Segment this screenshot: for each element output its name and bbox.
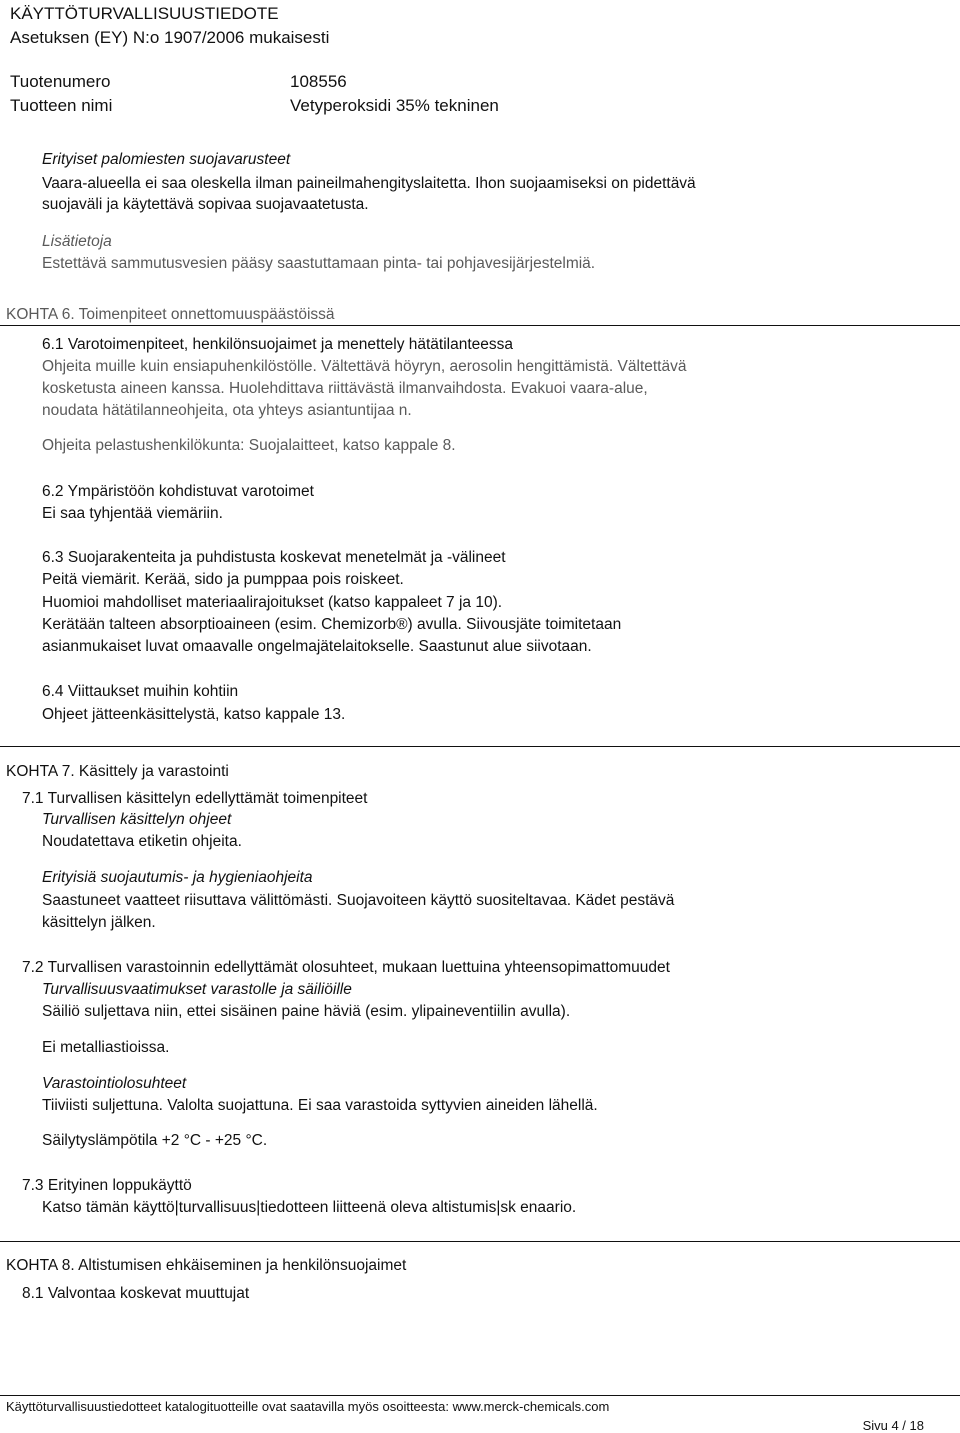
paragraph-line: Katso tämän käyttö|turvallisuus|tiedotteen liitteenä oleva altistumis|sk enaario. — [42, 1199, 577, 1216]
paragraph-line: Ei saa tyhjentää viemäriin. — [42, 505, 223, 522]
paragraph-line: Saastuneet vaatteet riisuttava välittömästi. Suojavoiteen käyttö suositeltavaa. Kädet pestävä — [42, 892, 675, 909]
paragraph-line: kosketusta aineen kanssa. Huolehdittava riittävästä ilmanvaihdosta. Evakuoi vaara-alue, — [42, 380, 648, 397]
paragraph-line: Ohjeita pelastushenkilökunta: Suojalaitteet, katso kappale 8. — [42, 437, 456, 454]
subsection-7-1-heading: 7.1 Turvallisen käsittelyn edellyttämät toimenpiteet — [22, 790, 368, 807]
firefighter-text-line: Vaara-alueella ei saa oleskella ilman paineilmahengityslaitetta. Ihon suojaamiseksi on pidettävä — [42, 175, 696, 192]
paragraph-line: asianmukaiset luvat omaavalle ongelmajätelaitokselle. Saastunut alue siivotaan. — [42, 638, 592, 655]
paragraph-line: käsittelyn jälken. — [42, 914, 156, 931]
paragraph-line: Kerätään talteen absorptioaineen (esim. Chemizorb®) avulla. Siivousjäte toimitetaan — [42, 616, 622, 633]
subsection-6-1-heading: 6.1 Varotoimenpiteet, henkilönsuojaimet ja menettely hätätilanteessa — [42, 336, 514, 353]
footer-divider — [0, 1395, 960, 1396]
subheading: Erityisiä suojautumis- ja hygieniaohjeita — [42, 869, 313, 886]
paragraph-line: Säiliö suljettava niin, ettei sisäinen paine häviä (esim. ylipaineventiilin avulla). — [42, 1003, 571, 1020]
paragraph-line: noudata hätätilanneohjeita, ota yhteys asiantuntijaa n. — [42, 402, 412, 419]
further-info-heading: Lisätietoja — [42, 233, 112, 250]
section-divider — [0, 746, 960, 747]
paragraph-line: Ohjeita muille kuin ensiapuhenkilöstölle. Vältettävä höyryn, aerosolin hengittämistä. Vältettävä — [42, 358, 687, 375]
product-name-label: Tuotteen nimi — [10, 96, 113, 115]
document-title: KÄYTTÖTURVALLISUUSTIEDOTE — [10, 4, 279, 23]
firefighter-text-line: suojaväli ja käytettävä sopivaa suojavaatetusta. — [42, 196, 369, 213]
paragraph-line: Huomioi mahdolliset materiaalirajoitukset (katso kappaleet 7 ja 10). — [42, 594, 503, 611]
paragraph-line: Tiiviisti suljettuna. Valolta suojattuna. Ei saa varastoida syttyvien aineiden lähellä. — [42, 1097, 598, 1114]
section-divider — [0, 325, 960, 326]
regulation-line: Asetuksen (EY) N:o 1907/2006 mukaisesti — [10, 28, 330, 47]
subsection-6-3-heading: 6.3 Suojarakenteita ja puhdistusta koskevat menetelmät ja -välineet — [42, 549, 506, 566]
page-number: Sivu 4 / 18 — [862, 1418, 924, 1433]
paragraph-line: Säilytyslämpötila +2 °C - +25 °C. — [42, 1132, 268, 1149]
further-info-text: Estettävä sammutusvesien pääsy saastuttamaan pinta- tai pohjavesijärjestelmiä. — [42, 255, 596, 272]
footer-note: Käyttöturvallisuustiedotteet katalogituotteille ovat saatavilla myös osoitteesta: www.merck-chemicals.com — [6, 1399, 610, 1414]
subsection-7-2-heading: 7.2 Turvallisen varastoinnin edellyttämät olosuhteet, mukaan luettuina yhteensopimattomuudet — [22, 959, 670, 976]
paragraph-line: Ei metalliastioissa. — [42, 1039, 170, 1056]
subsection-7-3-heading: 7.3 Erityinen loppukäyttö — [22, 1177, 192, 1194]
section-7-title: KOHTA 7. Käsittely ja varastointi — [6, 763, 229, 780]
section-8-title: KOHTA 8. Altistumisen ehkäiseminen ja henkilönsuojaimet — [6, 1257, 407, 1274]
paragraph-line: Noudatettava etiketin ohjeita. — [42, 833, 242, 850]
subheading: Varastointiolosuhteet — [42, 1075, 187, 1092]
paragraph-line: Peitä viemärit. Kerää, sido ja pumppaa pois roiskeet. — [42, 571, 404, 588]
subsection-6-4-heading: 6.4 Viittaukset muihin kohtiin — [42, 683, 239, 700]
section-6-title: KOHTA 6. Toimenpiteet onnettomuuspäästöissä — [6, 306, 335, 323]
paragraph-line: Ohjeet jätteenkäsittelystä, katso kappale 13. — [42, 706, 346, 723]
product-number-value: 108556 — [290, 72, 347, 91]
subheading: Turvallisuusvaatimukset varastolle ja säiliöille — [42, 981, 352, 998]
subsection-6-2-heading: 6.2 Ympäristöön kohdistuvat varotoimet — [42, 483, 314, 500]
subsection-8-1-heading: 8.1 Valvontaa koskevat muuttujat — [22, 1285, 250, 1302]
product-name-value: Vetyperoksidi 35% tekninen — [290, 96, 499, 115]
section-divider — [0, 1241, 960, 1242]
product-number-label: Tuotenumero — [10, 72, 111, 91]
subheading: Turvallisen käsittelyn ohjeet — [42, 811, 232, 828]
firefighter-equipment-heading: Erityiset palomiesten suojavarusteet — [42, 151, 291, 168]
